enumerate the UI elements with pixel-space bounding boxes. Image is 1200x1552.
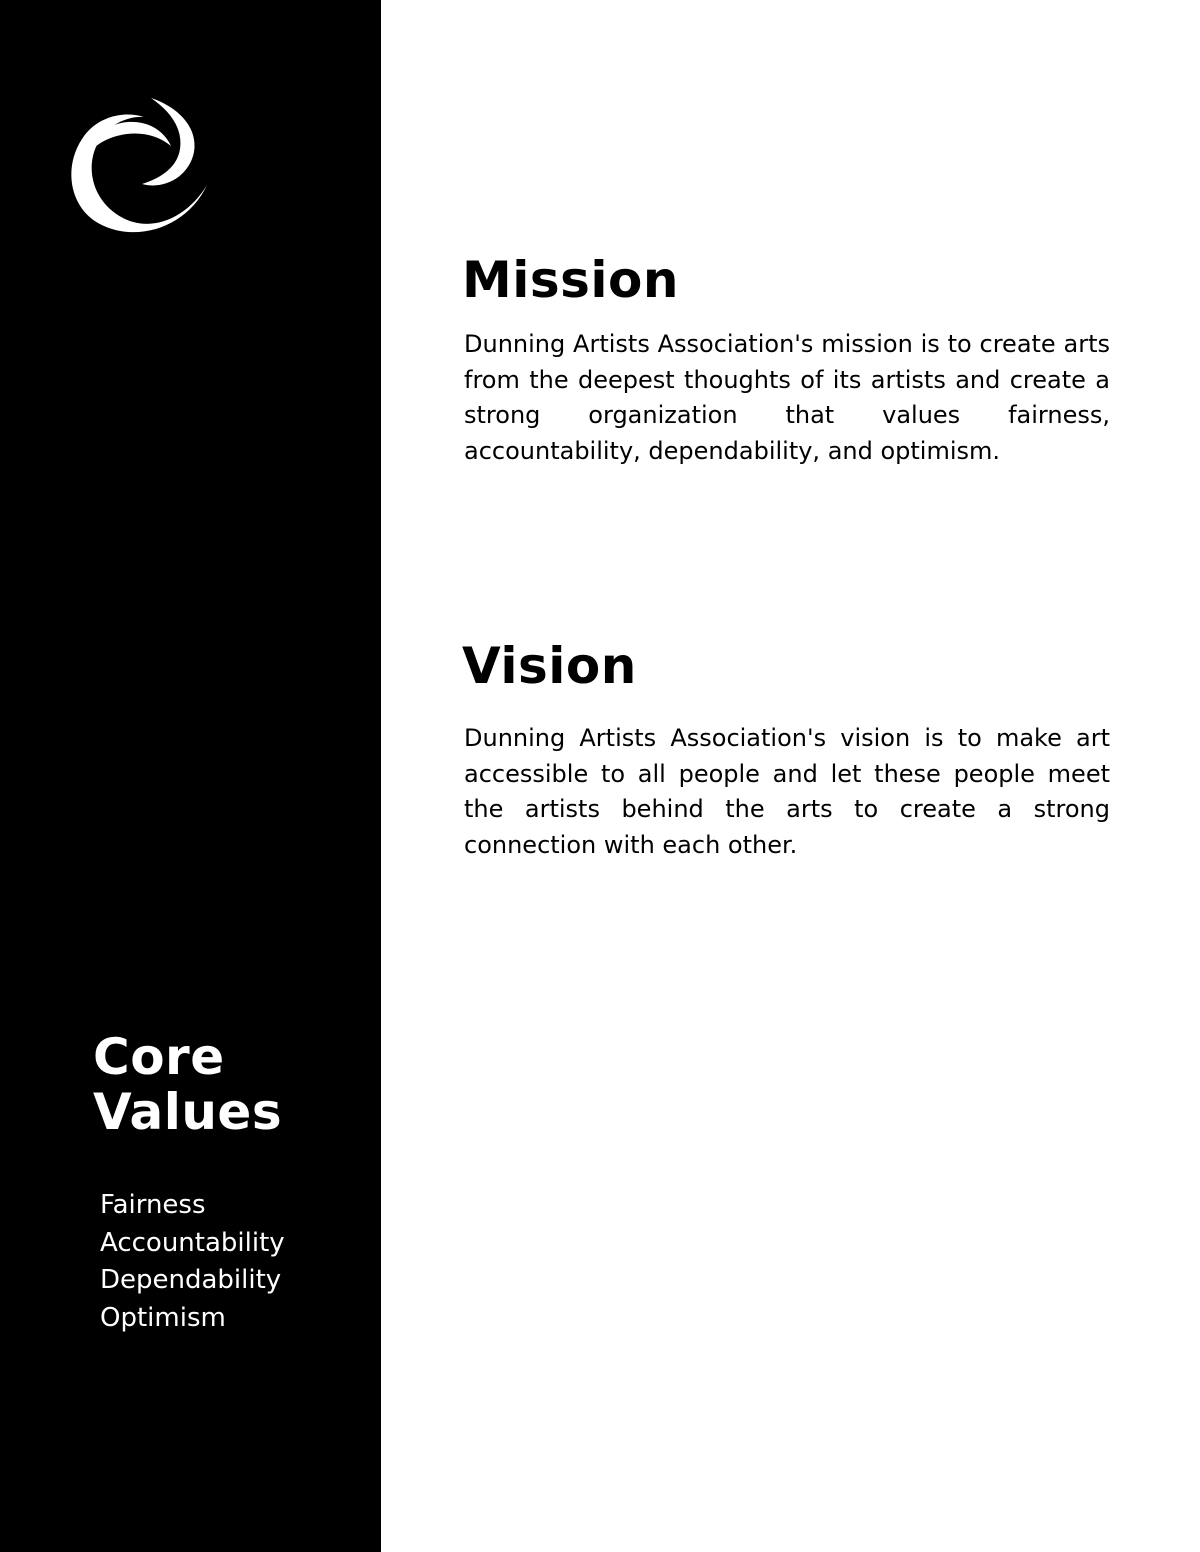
core-values-title: [93, 1030, 282, 1140]
core-value-item: Optimism: [100, 1302, 226, 1333]
mission-title: Mission: [462, 251, 680, 309]
core-value-item: Accountability: [100, 1227, 285, 1258]
vision-text: Dunning Artists Association's vision is to make art accessible to all people and let these people meet the artists behind the arts to create a strong connection with each other.: [464, 724, 1110, 859]
core-values-list: [100, 1187, 285, 1337]
core-value-item: Dependability: [100, 1265, 282, 1295]
core-values-title-line-2: Values: [93, 1083, 283, 1141]
left-sidebar: [0, 0, 381, 1552]
vision-title: Vision: [462, 637, 637, 695]
core-value-item: Fairness: [100, 1190, 206, 1220]
core-values-title-line-1: Core: [93, 1028, 225, 1086]
mission-text: Dunning Artists Association's mission is to create arts from the deepest thoughts of its artists and create a strong organization that values fairness, accountability, dependability, and optimism.: [464, 330, 1110, 465]
crescent-swirl-icon: [68, 94, 213, 242]
